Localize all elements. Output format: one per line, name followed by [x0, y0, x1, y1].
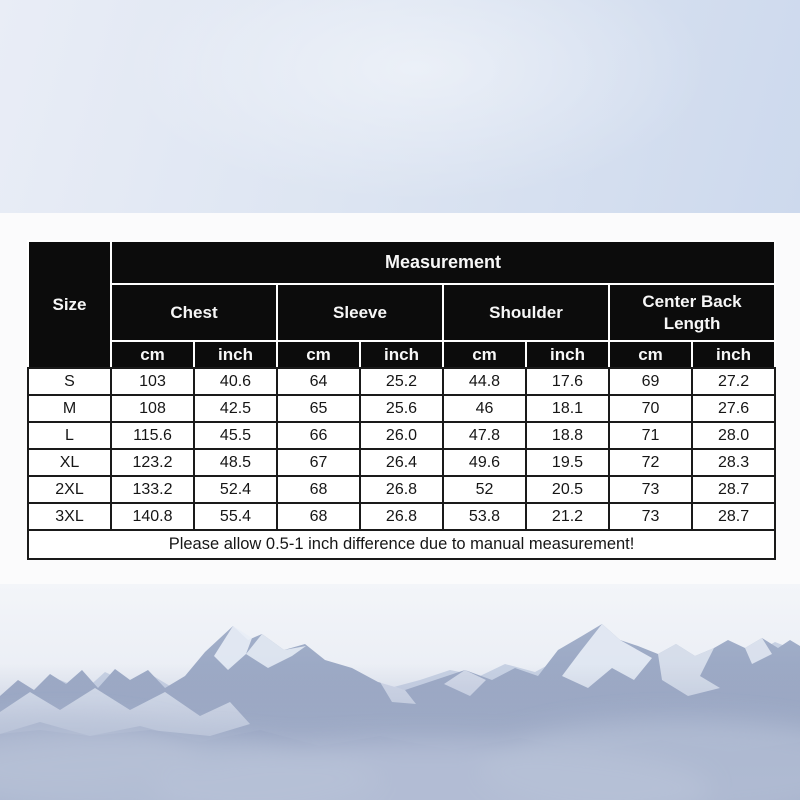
table-row [28, 476, 775, 503]
table-cell: 133.2 [111, 476, 194, 503]
table-cell: 68 [277, 503, 360, 530]
footnote-text: Please allow 0.5-1 inch difference due to manual measurement! [28, 530, 775, 559]
table-cell: 40.6 [194, 368, 277, 395]
size-chart-table [27, 240, 776, 560]
table-cell: 27.2 [692, 368, 775, 395]
unit-header: cm [609, 341, 692, 368]
table-cell: 55.4 [194, 503, 277, 530]
table-cell: 123.2 [111, 449, 194, 476]
size-cell: XL [28, 449, 111, 476]
table-cell: 108 [111, 395, 194, 422]
sleeve-header: Sleeve [277, 284, 443, 341]
table-cell: 18.8 [526, 422, 609, 449]
group-header-row [28, 284, 775, 341]
table-cell: 48.5 [194, 449, 277, 476]
table-cell: 18.1 [526, 395, 609, 422]
table-cell: 49.6 [443, 449, 526, 476]
table-cell: 73 [609, 476, 692, 503]
table-row [28, 503, 775, 530]
shoulder-header: Shoulder [443, 284, 609, 341]
table-cell: 72 [609, 449, 692, 476]
table-cell: 25.6 [360, 395, 443, 422]
table-cell: 70 [609, 395, 692, 422]
unit-header-row [28, 341, 775, 368]
unit-header: cm [443, 341, 526, 368]
measurement-title: Measurement [111, 241, 775, 284]
table-cell: 103 [111, 368, 194, 395]
table-cell: 45.5 [194, 422, 277, 449]
table-cell: 73 [609, 503, 692, 530]
table-cell: 69 [609, 368, 692, 395]
chest-header: Chest [111, 284, 277, 341]
unit-header: cm [277, 341, 360, 368]
table-cell: 26.8 [360, 476, 443, 503]
table-cell: 68 [277, 476, 360, 503]
table-cell: 28.7 [692, 503, 775, 530]
table-cell: 52 [443, 476, 526, 503]
unit-header: inch [194, 341, 277, 368]
size-cell: S [28, 368, 111, 395]
size-column-header: Size [28, 241, 111, 368]
table-cell: 28.3 [692, 449, 775, 476]
table-cell: 26.4 [360, 449, 443, 476]
table-cell: 27.6 [692, 395, 775, 422]
size-cell: 2XL [28, 476, 111, 503]
size-cell: L [28, 422, 111, 449]
table-row [28, 368, 775, 395]
table-cell: 66 [277, 422, 360, 449]
table-cell: 64 [277, 368, 360, 395]
table-cell: 67 [277, 449, 360, 476]
table-cell: 25.2 [360, 368, 443, 395]
table-row [28, 422, 775, 449]
table-cell: 44.8 [443, 368, 526, 395]
unit-header: inch [360, 341, 443, 368]
table-cell: 53.8 [443, 503, 526, 530]
footnote-row [28, 530, 775, 559]
table-cell: 65 [277, 395, 360, 422]
unit-header: inch [526, 341, 609, 368]
table-cell: 20.5 [526, 476, 609, 503]
table-cell: 21.2 [526, 503, 609, 530]
size-cell: 3XL [28, 503, 111, 530]
table-cell: 26.0 [360, 422, 443, 449]
sky-background [0, 0, 800, 213]
table-row [28, 395, 775, 422]
table-cell: 47.8 [443, 422, 526, 449]
center-back-length-header: Center Back Length [609, 284, 775, 341]
table-cell: 52.4 [194, 476, 277, 503]
table-cell: 17.6 [526, 368, 609, 395]
mountain-image [0, 584, 800, 800]
table-cell: 115.6 [111, 422, 194, 449]
unit-header: cm [111, 341, 194, 368]
unit-header: inch [692, 341, 775, 368]
size-cell: M [28, 395, 111, 422]
table-cell: 28.0 [692, 422, 775, 449]
table-cell: 28.7 [692, 476, 775, 503]
table-cell: 140.8 [111, 503, 194, 530]
table-cell: 71 [609, 422, 692, 449]
table-row [28, 449, 775, 476]
table-cell: 42.5 [194, 395, 277, 422]
table-cell: 19.5 [526, 449, 609, 476]
table-cell: 26.8 [360, 503, 443, 530]
mountain-scene [0, 584, 800, 800]
table-cell: 46 [443, 395, 526, 422]
measurement-header-row [28, 241, 775, 284]
